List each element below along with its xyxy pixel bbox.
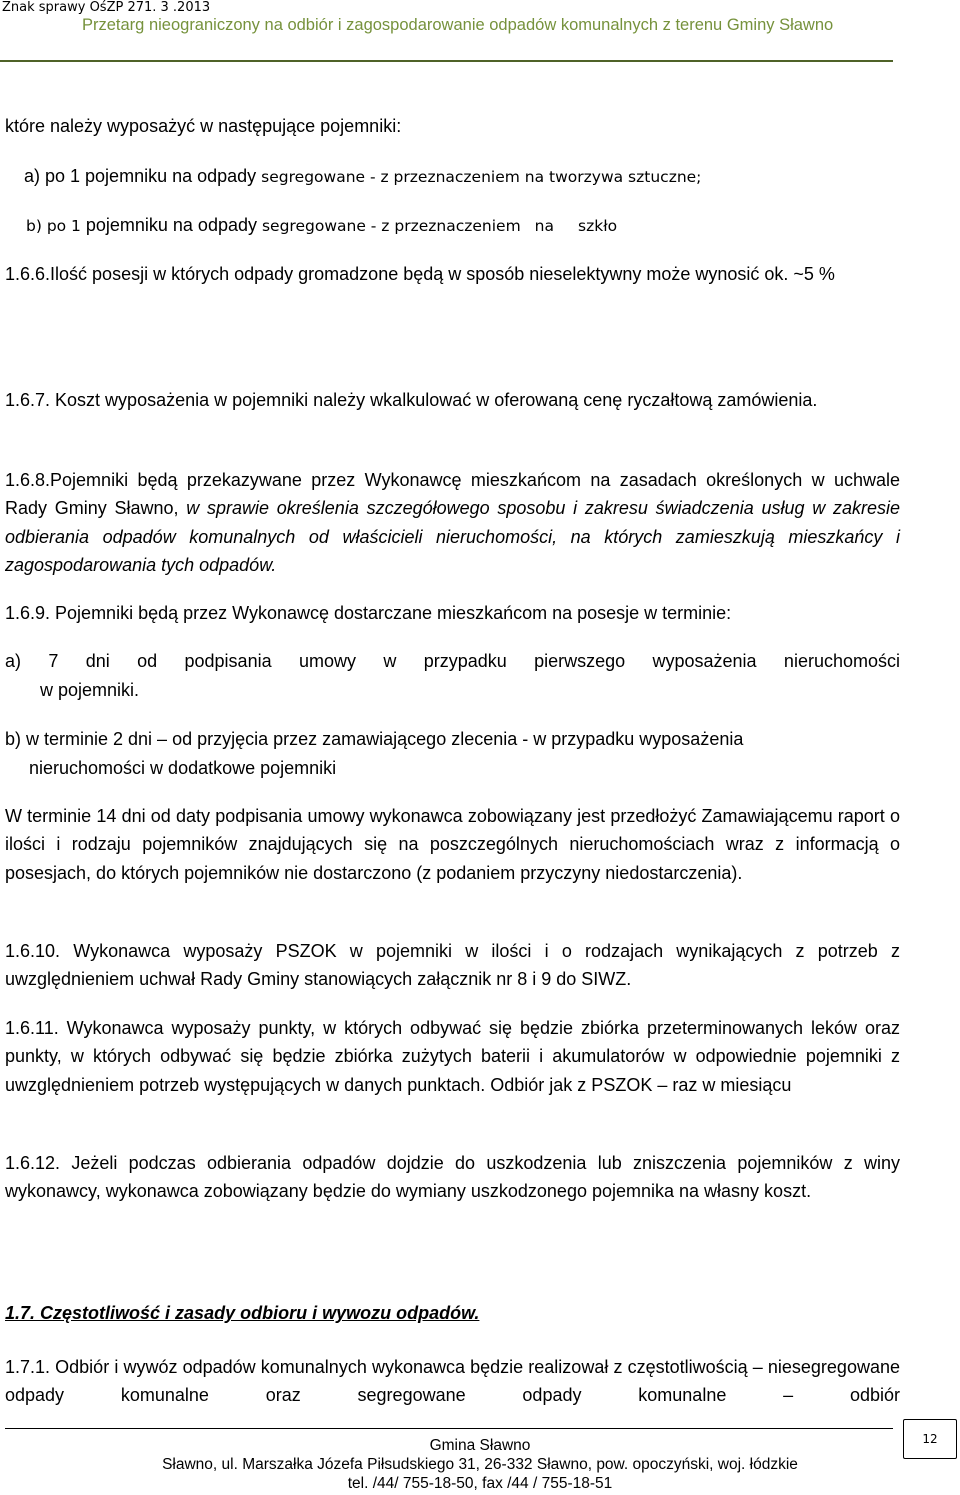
paragraph-term: W terminie 14 dni od daty podpisania umowy wykonawca zobowiązany jest przedłożyć Zamawiającemu raport o ilości i rodzaju pojemników znajdujących się na poszczególnych nieruchomościach wraz z informacją o posesjach, do których pojemników nie dostarczono (z podaniem przyczyny niedostarczenia). <box>5 806 900 883</box>
list-item-b-rest: segregowane - z przeznaczeniem <box>261 217 521 235</box>
paragraph-1-6-8 <box>5 466 900 579</box>
paragraph-1-7-1: 1.7.1. Odbiór i wywóz odpadów komunalnych wykonawca będzie realizował z częstotliwością – niesegregowane odpady komunalne oraz segregowane odpady komunalne – odbiór <box>5 1357 900 1406</box>
paragraph-1-6-7: 1.6.7. Koszt wyposażenia w pojemniki należy wkalkulować w oferowaną cenę ryczałtową zamówienia. <box>5 390 818 410</box>
list-item-b-end: szkło <box>578 217 618 235</box>
list-item-b-mid: pojemniku na odpady <box>85 215 262 235</box>
list-item-b <box>26 211 896 240</box>
footer-rule <box>5 1428 893 1429</box>
paragraph-1-6-10: 1.6.10. Wykonawca wyposaży PSZOK w pojemniki w ilości i o rodzajach wynikających z potrzeb z uwzględnieniem uchwał Rady Gminy stanowiących załącznik nr 8 i 9 do SIWZ. <box>5 941 900 990</box>
list-item-a <box>24 162 894 191</box>
paragraph-1-6-9: 1.6.9. Pojemniki będą przez Wykonawcę dostarczane mieszkańcom na posesje w terminie: <box>5 603 732 623</box>
paragraph-1-6-11: 1.6.11. Wykonawca wyposaży punkty, w których odbywać się będzie zbiórka przeterminowanych leków oraz punkty, w których odbywać się będzie zbiórka zużytych baterii i akumulatorów w odpowiednie pojemniki z uwzględnieniem potrzeb występujących w danych punktach. Odbiór jak z PSZOK – raz w miesiącu <box>5 1018 900 1095</box>
footer-address: Sławno, ul. Marszałka Józefa Piłsudskiego 31, 26-332 Sławno, pow. opoczyński, woj. łódzkie <box>162 1456 798 1473</box>
list-item-b-na: na <box>534 217 554 235</box>
paragraph-1-6-12: 1.6.12. Jeżeli podczas odbierania odpadów dojdzie do uszkodzenia lub zniszczenia pojemników z winy wykonawcy, wykonawca zobowiązany będzie do wymiany uszkodzonego pojemnika na własny koszt. <box>5 1153 900 1202</box>
paragraph-1-6-9-b-cont: nieruchomości w dodatkowe pojemniki <box>29 758 337 778</box>
footer-name: Gmina Sławno <box>429 1437 531 1454</box>
list-item-a-lead: a) po 1 pojemniku na odpady <box>24 166 262 186</box>
paragraph-1-6-9-b: b) w terminie 2 dni – od przyjęcia przez zamawiającego zlecenia - w przypadku wyposażenia <box>5 729 744 749</box>
paragraph-1-6-9-a: a) 7 dni od podpisania umowy w przypadku pierwszego wyposażenia nieruchomości <box>5 651 900 671</box>
list-item-b-lead: b) po 1 <box>26 217 86 235</box>
page-number: 12 <box>922 1432 938 1446</box>
header-rule <box>0 60 893 62</box>
page-number-box <box>903 1419 957 1459</box>
section-heading-1-7: 1.7. Częstotliwość i zasady odbioru i wywozu odpadów. <box>5 1303 480 1323</box>
paragraph-1-6-8-italic: w sprawie określenia szczegółowego sposobu i zakresu świadczenia usług w zakresie odbierania odpadów komunalnych od właścicieli nieruchomości, na których zamieszkują mieszkańcy i zagospodarowania tych odpadów. <box>5 498 900 575</box>
list-item-a-rest: segregowane - z przeznaczeniem na tworzywa sztuczne; <box>261 168 702 186</box>
footer-phone: tel. /44/ 755-18-50, fax /44 / 755-18-51 <box>347 1475 613 1492</box>
header-reference: Znak sprawy OśZP 271. 3 .2013 <box>2 0 211 15</box>
paragraph-1-6-8-text: 1.6.8.Pojemniki będą przekazywane przez Wykonawcę mieszkańcom na zasadach określonych w uchwale Rady Gminy Sławno, <box>5 470 900 519</box>
intro-paragraph: które należy wyposażyć w następujące pojemniki: <box>5 116 402 136</box>
header-title: Przetarg nieograniczony na odbiór i zagospodarowanie odpadów komunalnych z terenu Gminy Sławno <box>82 16 834 34</box>
paragraph-1-6-6: 1.6.6.Ilość posesji w których odpady gromadzone będą w sposób nieselektywny może wynosić ok. ~5 % <box>5 264 835 284</box>
paragraph-1-6-9-a-cont: w pojemniki. <box>40 680 140 700</box>
